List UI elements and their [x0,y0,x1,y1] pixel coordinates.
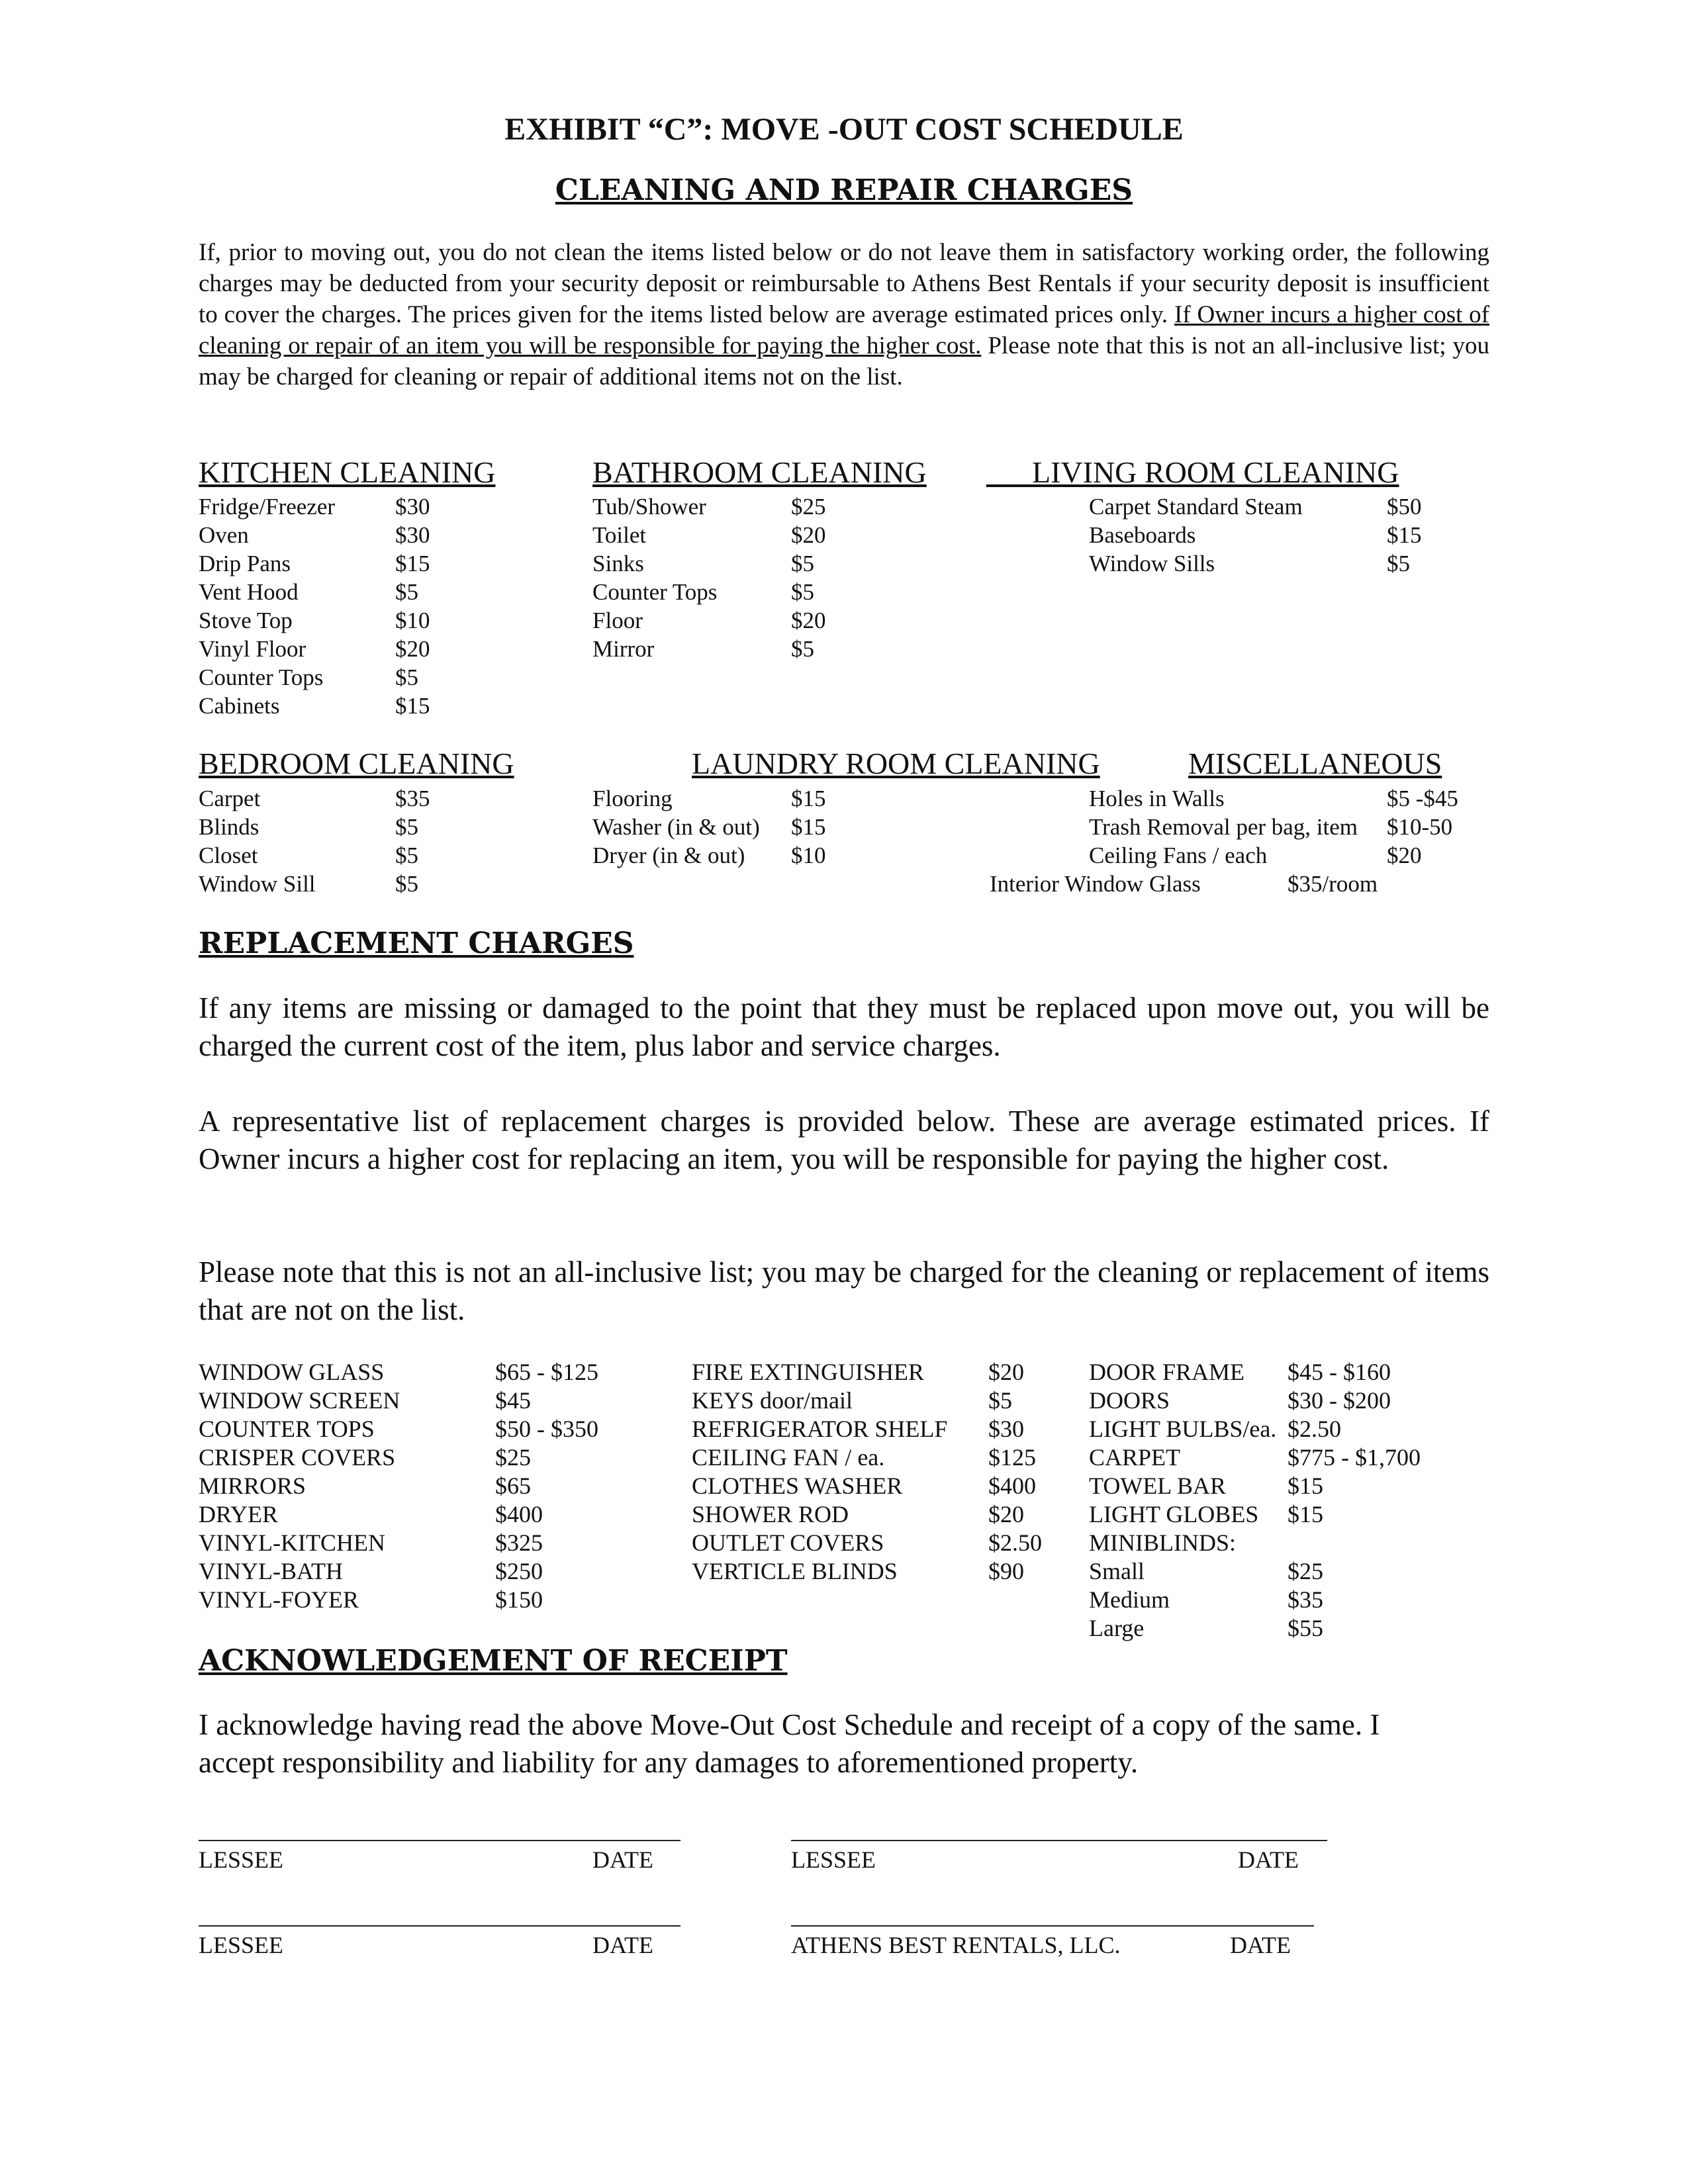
list-item: Counter Tops [199,664,324,690]
list-item-price: $5 -$45 [1387,786,1458,811]
list-item: Window Sills [1089,551,1215,576]
list-item-price: $5 [395,664,418,690]
list-item: Cabinets [199,693,280,719]
list-item-price: $35 [1288,1586,1323,1613]
replacement-paragraph-1: If any items are missing or damaged to the point that they must be replaced upon move out, you will be charged the current cost of the item, plus labor and service charges. [199,991,1489,1062]
list-item-price: $400 [988,1473,1036,1499]
list-item-price: $250 [495,1558,543,1584]
list-item: Fridge/Freezer [199,494,336,520]
list-item-price: $5 [791,551,814,576]
signature-date-label: DATE [1230,1932,1291,1958]
list-item: VINYL-KITCHEN [199,1529,385,1556]
list-item: Mirror [592,636,655,662]
miscellaneous-heading: MISCELLANEOUS [1188,747,1442,780]
list-item-price: $25 [1288,1558,1323,1584]
list-item-price: $45 [495,1387,531,1414]
list-item: Holes in Walls [1089,786,1225,811]
replacement-paragraph-3: Please note that this is not an all-inclusive list; you may be charged for the cleaning or replacement of items that are not on the list. [199,1255,1489,1326]
signature-line [199,1840,680,1841]
list-item-price: $65 - $125 [495,1359,598,1385]
list-item: VINYL-FOYER [199,1586,359,1613]
list-item-price: $2.50 [1288,1416,1341,1442]
list-item-price: $15 [791,786,826,811]
signature-line [791,1925,1314,1927]
signature-date-label: DATE [592,1846,653,1873]
list-item: COUNTER TOPS [199,1416,375,1442]
list-item-price: $35 [395,786,430,811]
bathroom-heading: BATHROOM CLEANING [592,455,927,489]
list-item: Closet [199,842,258,868]
list-item-price: $5 [395,814,418,840]
acknowledgement-heading: ACKNOWLEDGEMENT OF RECEIPT [199,1644,788,1678]
list-item: Carpet Standard Steam [1089,494,1303,520]
signature-name-label: ATHENS BEST RENTALS, LLC. [791,1932,1121,1958]
list-item-price: $50 [1387,494,1422,520]
list-item: KEYS door/mail [692,1387,853,1414]
intro-underlined: If Owner incurs a higher cost of cleaning or repair of an item you will be responsible for paying the higher cost. [199,301,1490,359]
list-item: SHOWER ROD [692,1501,849,1527]
signature-line [791,1840,1327,1841]
list-item: MIRRORS [199,1473,306,1499]
list-item-price: $15 [1288,1473,1323,1499]
list-item: WINDOW SCREEN [199,1387,400,1414]
list-item-price: $65 [495,1473,531,1499]
bedroom-heading: BEDROOM CLEANING [199,747,514,780]
document-title: EXHIBIT “C”: MOVE -OUT COST SCHEDULE [504,112,1184,147]
list-item: REFRIGERATOR SHELF [692,1416,948,1442]
list-item-price: $5 [988,1387,1012,1414]
list-item-price: $25 [791,494,826,520]
list-item: OUTLET COVERS [692,1529,884,1556]
list-item: Baseboards [1089,522,1196,548]
list-item: Toilet [592,522,647,548]
list-item-price: $5 [791,636,814,662]
list-item-price: $20 [791,522,826,548]
list-item: Window Sill [199,871,316,897]
list-item: Carpet [199,786,261,811]
list-item-price: $30 [395,522,430,548]
list-item-price: $125 [988,1444,1036,1471]
list-item-price: $30 [988,1416,1024,1442]
list-item-price: $25 [495,1444,531,1471]
document-subtitle: CLEANING AND REPAIR CHARGES [555,173,1133,207]
list-item-price: $15 [395,693,430,719]
list-item: Washer (in & out) [592,814,760,840]
list-item-price: $90 [988,1558,1024,1584]
signature-date-label: DATE [1238,1846,1299,1873]
list-item: DRYER [199,1501,279,1527]
list-item-price: $5 [791,579,814,605]
signature-name-label: LESSEE [199,1932,284,1958]
list-item: LIGHT GLOBES [1089,1501,1259,1527]
replacement-paragraph-2: A representative list of replacement charges is provided below. These are average estimated prices. If Owner incurs a higher cost for replacing an item, you will be responsible for paying the higher cost. [199,1105,1489,1175]
list-item: Counter Tops [592,579,718,605]
list-item-price: $20 [395,636,430,662]
acknowledgement-text: I acknowledge having read the above Move-Out Cost Schedule and receipt of a copy of the same. I accept responsibility and liability for any damages to aforementioned property. [199,1708,1380,1779]
list-item-price: $15 [1288,1501,1323,1527]
list-item: TOWEL BAR [1089,1473,1226,1499]
list-item-price: $150 [495,1586,543,1613]
list-item: MINIBLINDS: [1089,1529,1236,1556]
list-item: Vent Hood [199,579,299,605]
list-item-price: $20 [791,608,826,633]
list-item: DOOR FRAME [1089,1359,1245,1385]
living-room-heading: ___LIVING ROOM CLEANING [986,455,1399,489]
list-item: WINDOW GLASS [199,1359,385,1385]
list-item-price: $30 [395,494,430,520]
list-item: VERTICLE BLINDS [692,1558,898,1584]
list-item: FIRE EXTINGUISHER [692,1359,924,1385]
list-item-price: $15 [395,551,430,576]
list-item: Vinyl Floor [199,636,306,662]
list-item-price: $20 [1387,842,1422,868]
intro-text-1: If, prior to moving out, you do not clean the items listed below or do not leave them in satisfactory working order, the following charges may be deducted from your security deposit or reimbursable to Athens Best Rentals if your security deposit is insufficient to cover the charges. The prices given for the items listed below are average estimated prices only. [199,239,1489,328]
list-item-price: $400 [495,1501,543,1527]
replacement-heading: REPLACEMENT CHARGES [199,927,634,960]
intro-text-2: Please note that this is not an all-inclusive list; you may be charged for cleaning or repair of additional items not on the list. [199,332,1489,390]
list-item-price: $20 [988,1359,1024,1385]
list-item-price: $20 [988,1501,1024,1527]
list-item: Sinks [592,551,644,576]
list-item-price: $30 - $200 [1288,1387,1391,1414]
list-item: Dryer (in & out) [592,842,745,868]
list-item-price: $35/room [1288,871,1378,897]
list-item-price: $10 [791,842,826,868]
signature-name-label: LESSEE [199,1846,284,1873]
kitchen-heading: KITCHEN CLEANING [199,455,496,489]
list-item-price: $50 - $350 [495,1416,598,1442]
list-item-price: $55 [1288,1615,1323,1641]
intro-paragraph [199,237,1489,392]
list-item: Medium [1089,1586,1170,1613]
signature-name-label: LESSEE [791,1846,876,1873]
laundry-heading: LAUNDRY ROOM CLEANING [692,747,1100,780]
list-item-price: $10 [395,608,430,633]
list-item: CLOTHES WASHER [692,1473,903,1499]
list-item: Stove Top [199,608,293,633]
list-item: LIGHT BULBS/ea. [1089,1416,1277,1442]
list-item: Tub/Shower [592,494,706,520]
list-item-price: $5 [395,871,418,897]
list-item-price: $15 [1387,522,1422,548]
list-item: CARPET [1089,1444,1181,1471]
list-item: CEILING FAN / ea. [692,1444,885,1471]
signature-line [199,1925,680,1927]
list-item: Large [1089,1615,1145,1641]
list-item: Floor [592,608,643,633]
list-item: Flooring [592,786,673,811]
list-item: DOORS [1089,1387,1170,1414]
list-item: Trash Removal per bag, item [1089,814,1358,840]
list-item-price: $775 - $1,700 [1288,1444,1421,1471]
list-item: VINYL-BATH [199,1558,343,1584]
list-item: Blinds [199,814,259,840]
list-item-price: $2.50 [988,1529,1042,1556]
list-item: Oven [199,522,249,548]
list-item: Interior Window Glass [990,871,1201,897]
list-item: Ceiling Fans / each [1089,842,1268,868]
list-item-price: $5 [1387,551,1410,576]
list-item: CRISPER COVERS [199,1444,396,1471]
list-item-price: $10-50 [1387,814,1453,840]
list-item-price: $5 [395,842,418,868]
list-item-price: $15 [791,814,826,840]
list-item-price: $5 [395,579,418,605]
list-item: Small [1089,1558,1145,1584]
list-item-price: $45 - $160 [1288,1359,1391,1385]
list-item-price: $325 [495,1529,543,1556]
signature-date-label: DATE [592,1932,653,1958]
list-item: Drip Pans [199,551,291,576]
